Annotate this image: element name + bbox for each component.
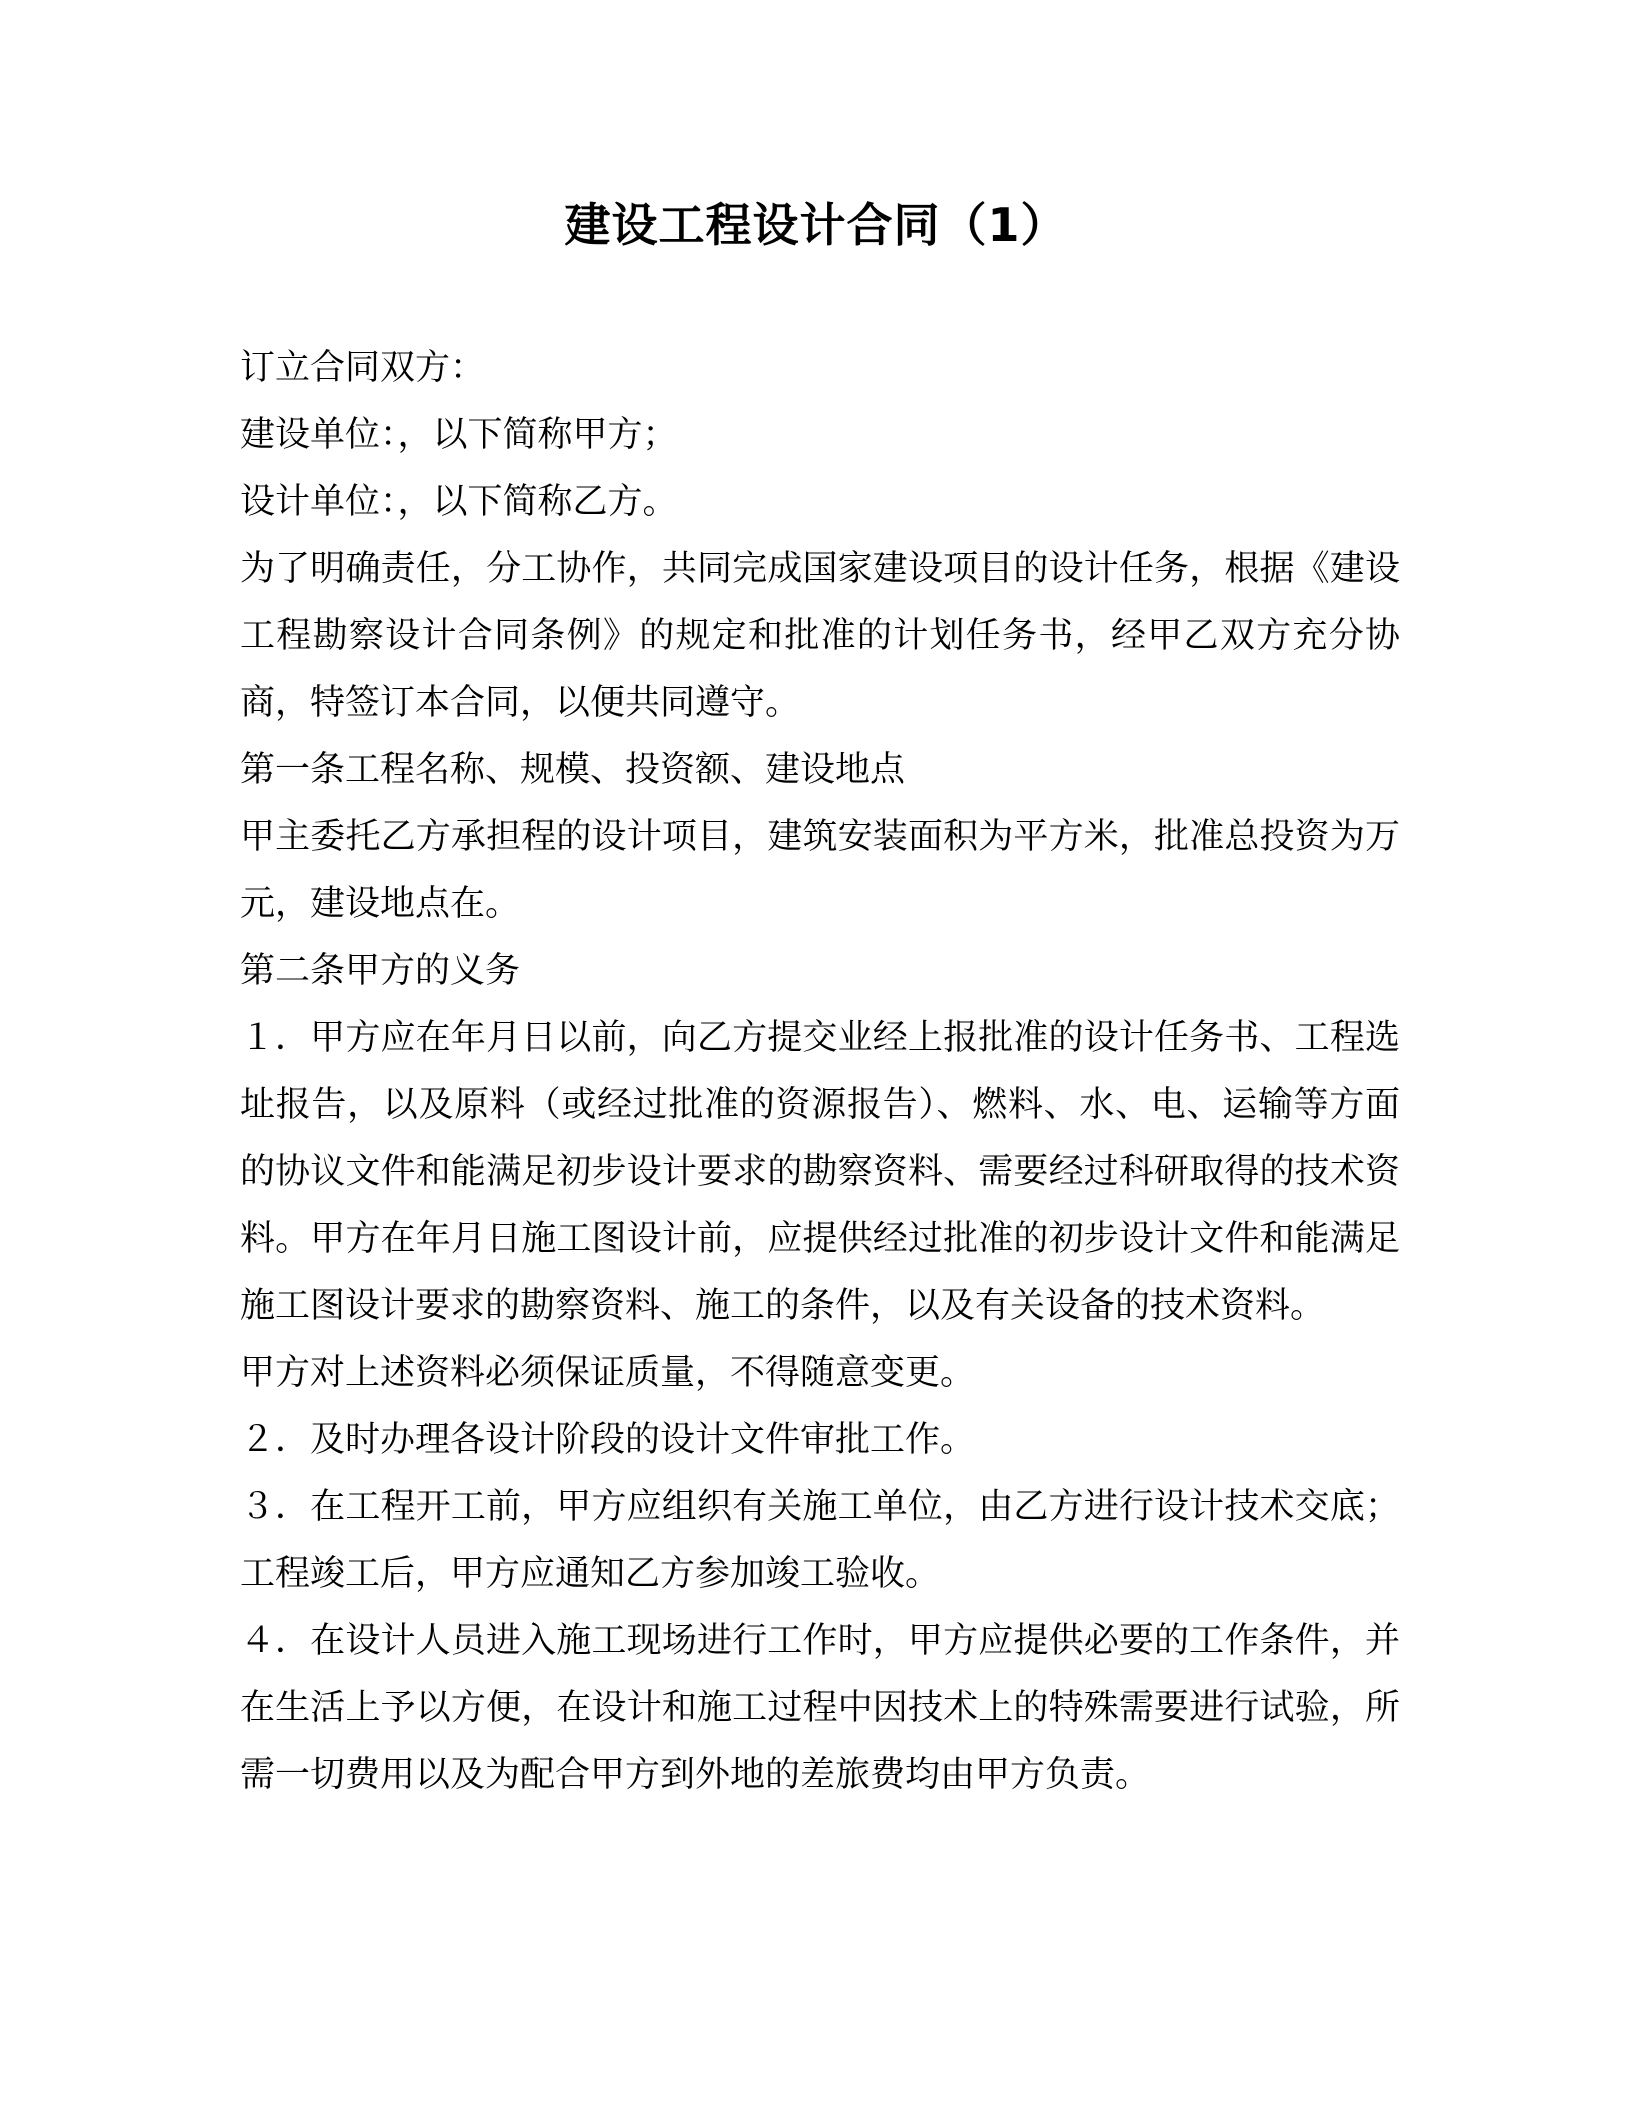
paragraph-text: 甲主委托乙方承担程的设计项目，建筑安装面积为平方米，批准总投资为万元，建设地点在。 xyxy=(240,817,1400,924)
item-number: ２． xyxy=(240,1420,311,1460)
paragraph-text: 为了明确责任，分工协作，共同完成国家建设项目的设计任务，根据《建设工程勘察设计合同条例》的规定和批准的计划任务书，经甲乙双方充分协商，特签订本合同，以便共同遵守。 xyxy=(240,549,1400,723)
paragraph-text: 甲方应在年月日以前，向乙方提交业经上报批准的设计任务书、工程选址报告，以及原料（或经过批准的资源报告）、燃料、水、电、运输等方面的协议文件和能满足初步设计要求的勘察资料、需要经过科研取得的技术资料。甲方在年月日施工图设计前，应提供经过批准的初步设计文件和能满足施工图设计要求的勘察资料、施工的条件，以及有关设备的技术资料。 xyxy=(240,1018,1400,1326)
article-1-body xyxy=(240,804,1400,938)
document-body xyxy=(240,335,1400,1809)
article-2-item-2 xyxy=(240,1407,1400,1474)
paragraph-text: 第一条工程名称、规模、投资额、建设地点 xyxy=(240,750,906,790)
article-2-item-4 xyxy=(240,1608,1400,1809)
item-number: ４． xyxy=(240,1621,311,1661)
article-2-item-3 xyxy=(240,1474,1400,1608)
paragraph-parties-intro xyxy=(240,335,1400,402)
document-title: 建设工程设计合同（1） xyxy=(564,198,1068,252)
article-1-heading xyxy=(240,737,1400,804)
paragraph-text: 订立合同双方： xyxy=(240,348,486,388)
paragraph-text: 设计单位：，以下简称乙方。 xyxy=(240,482,678,522)
paragraph-preamble xyxy=(240,536,1400,737)
item-number: ３． xyxy=(240,1487,311,1527)
paragraph-party-b xyxy=(240,469,1400,536)
item-number: １． xyxy=(240,1018,311,1058)
paragraph-text: 甲方对上述资料必须保证质量，不得随意变更。 xyxy=(240,1353,976,1393)
paragraph-text: 及时办理各设计阶段的设计文件审批工作。 xyxy=(310,1420,976,1460)
article-2-heading xyxy=(240,938,1400,1005)
paragraph-text: 在工程开工前，甲方应组织有关施工单位，由乙方进行设计技术交底；工程竣工后，甲方应通知乙方参加竣工验收。 xyxy=(240,1487,1400,1594)
paragraph-text: 建设单位：，以下简称甲方； xyxy=(240,415,678,455)
article-2-item-1-note xyxy=(240,1340,1400,1407)
paragraph-party-a xyxy=(240,402,1400,469)
paragraph-text: 第二条甲方的义务 xyxy=(240,951,521,991)
paragraph-text: 在设计人员进入施工现场进行工作时，甲方应提供必要的工作条件，并在生活上予以方便，在设计和施工过程中因技术上的特殊需要进行试验，所需一切费用以及为配合甲方到外地的差旅费均由甲方负责。 xyxy=(240,1621,1400,1795)
article-2-item-1 xyxy=(240,1005,1400,1340)
